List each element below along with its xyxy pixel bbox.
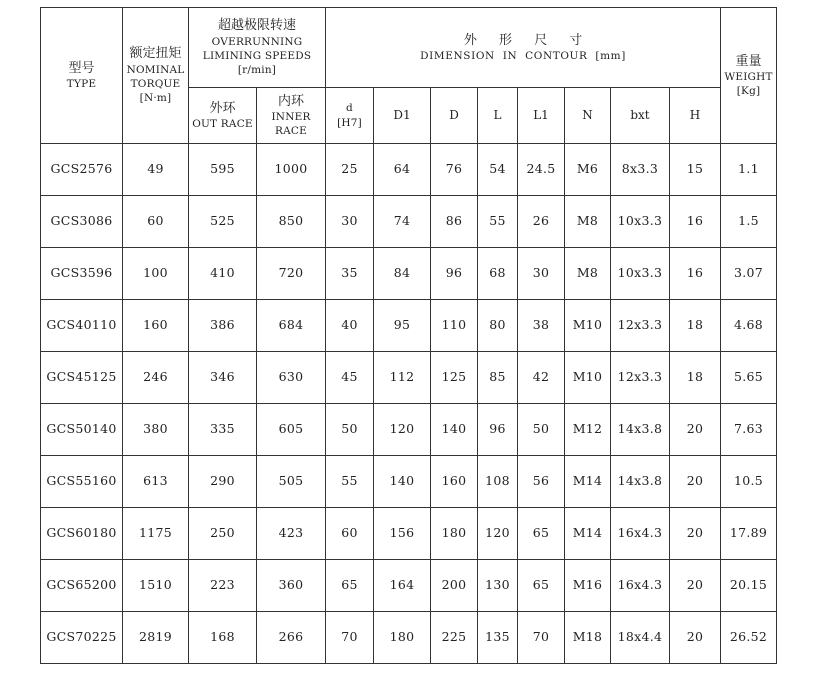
- cell-H: 15: [670, 144, 721, 196]
- cell-d: 60: [326, 508, 374, 560]
- cell-D: 76: [431, 144, 478, 196]
- cell-torque: 380: [123, 404, 189, 456]
- cell-L1: 26: [518, 196, 565, 248]
- cell-outer-race: 525: [189, 196, 257, 248]
- cell-L1: 38: [518, 300, 565, 352]
- spec-table: [40, 7, 777, 664]
- header-dim-L: L: [478, 88, 518, 144]
- cell-L1: 50: [518, 404, 565, 456]
- cell-torque: 2819: [123, 612, 189, 664]
- cell-type: GCS3596: [41, 248, 123, 300]
- cell-H: 18: [670, 300, 721, 352]
- cell-L1: 42: [518, 352, 565, 404]
- cell-N: M10: [565, 352, 611, 404]
- cell-inner-race: 630: [257, 352, 326, 404]
- cell-inner-race: 266: [257, 612, 326, 664]
- cell-bxt: 18x4.4: [611, 612, 670, 664]
- cell-bxt: 10x3.3: [611, 196, 670, 248]
- header-speed-en2: LIMINING SPEEDS: [202, 50, 312, 63]
- cell-weight: 26.52: [721, 612, 777, 664]
- header-dimension-zh: 外 形 尺 寸: [463, 32, 583, 48]
- cell-D: 110: [431, 300, 478, 352]
- cell-d: 50: [326, 404, 374, 456]
- cell-D1: 164: [374, 560, 431, 612]
- cell-L: 54: [478, 144, 518, 196]
- cell-N: M10: [565, 300, 611, 352]
- cell-bxt: 16x4.3: [611, 560, 670, 612]
- cell-torque: 100: [123, 248, 189, 300]
- header-torque-en1: NOMINAL: [126, 64, 185, 77]
- cell-d: 55: [326, 456, 374, 508]
- cell-outer-race: 168: [189, 612, 257, 664]
- cell-outer-race: 335: [189, 404, 257, 456]
- cell-D1: 64: [374, 144, 431, 196]
- table-row: [41, 560, 777, 612]
- table-row: [41, 144, 777, 196]
- cell-L1: 30: [518, 248, 565, 300]
- cell-L1: 56: [518, 456, 565, 508]
- cell-H: 20: [670, 404, 721, 456]
- cell-weight: 4.68: [721, 300, 777, 352]
- cell-D: 225: [431, 612, 478, 664]
- cell-outer-race: 410: [189, 248, 257, 300]
- cell-D1: 140: [374, 456, 431, 508]
- table-row: [41, 196, 777, 248]
- cell-torque: 60: [123, 196, 189, 248]
- cell-N: M14: [565, 456, 611, 508]
- cell-inner-race: 1000: [257, 144, 326, 196]
- header-type-zh: 型号: [68, 60, 95, 76]
- cell-d: 40: [326, 300, 374, 352]
- table-row: [41, 508, 777, 560]
- cell-torque: 1510: [123, 560, 189, 612]
- cell-H: 20: [670, 560, 721, 612]
- cell-D: 125: [431, 352, 478, 404]
- cell-inner-race: 850: [257, 196, 326, 248]
- cell-inner-race: 720: [257, 248, 326, 300]
- cell-L: 120: [478, 508, 518, 560]
- header-type: [41, 8, 123, 144]
- cell-bxt: 12x3.3: [611, 300, 670, 352]
- header-speed-en1: OVERRUNNING: [211, 36, 303, 49]
- header-dimension: [326, 8, 721, 88]
- header-dim-d-tolerance: [H7]: [337, 116, 362, 129]
- cell-outer-race: 346: [189, 352, 257, 404]
- cell-L: 108: [478, 456, 518, 508]
- header-weight-zh: 重量: [735, 53, 762, 69]
- cell-N: M16: [565, 560, 611, 612]
- cell-d: 35: [326, 248, 374, 300]
- cell-d: 30: [326, 196, 374, 248]
- cell-type: GCS55160: [41, 456, 123, 508]
- table-row: [41, 612, 777, 664]
- cell-bxt: 8x3.3: [611, 144, 670, 196]
- cell-outer-race: 595: [189, 144, 257, 196]
- cell-type: GCS60180: [41, 508, 123, 560]
- cell-torque: 246: [123, 352, 189, 404]
- cell-H: 16: [670, 196, 721, 248]
- cell-bxt: 12x3.3: [611, 352, 670, 404]
- header-outer-race-en: OUT RACE: [192, 118, 253, 131]
- header-torque-unit: [N·m]: [139, 92, 172, 105]
- cell-D: 96: [431, 248, 478, 300]
- header-inner-race-zh: 内环: [277, 93, 304, 109]
- cell-d: 25: [326, 144, 374, 196]
- cell-torque: 613: [123, 456, 189, 508]
- cell-torque: 1175: [123, 508, 189, 560]
- cell-L1: 65: [518, 560, 565, 612]
- cell-type: GCS40110: [41, 300, 123, 352]
- header-dim-d: [326, 88, 374, 144]
- cell-N: M14: [565, 508, 611, 560]
- cell-D1: 120: [374, 404, 431, 456]
- cell-bxt: 10x3.3: [611, 248, 670, 300]
- header-outer-race: [189, 88, 257, 144]
- table-row: [41, 404, 777, 456]
- cell-bxt: 14x3.8: [611, 456, 670, 508]
- cell-D1: 112: [374, 352, 431, 404]
- cell-H: 20: [670, 508, 721, 560]
- table-row: [41, 352, 777, 404]
- cell-D: 160: [431, 456, 478, 508]
- header-type-en: TYPE: [66, 78, 97, 91]
- cell-L: 130: [478, 560, 518, 612]
- cell-L: 55: [478, 196, 518, 248]
- cell-inner-race: 505: [257, 456, 326, 508]
- header-dimension-en: DIMENSION IN CONTOUR [mm]: [420, 50, 626, 63]
- cell-N: M8: [565, 196, 611, 248]
- cell-D1: 95: [374, 300, 431, 352]
- cell-D1: 74: [374, 196, 431, 248]
- cell-weight: 17.89: [721, 508, 777, 560]
- cell-bxt: 16x4.3: [611, 508, 670, 560]
- cell-N: M18: [565, 612, 611, 664]
- header-dim-H: H: [670, 88, 721, 144]
- header-speed: [189, 8, 326, 88]
- cell-weight: 7.63: [721, 404, 777, 456]
- cell-H: 20: [670, 612, 721, 664]
- cell-weight: 1.1: [721, 144, 777, 196]
- cell-L: 96: [478, 404, 518, 456]
- table-row: [41, 300, 777, 352]
- header-inner-race: [257, 88, 326, 144]
- cell-D1: 180: [374, 612, 431, 664]
- header-inner-race-en: INNER RACE: [271, 111, 311, 138]
- cell-L: 135: [478, 612, 518, 664]
- cell-torque: 49: [123, 144, 189, 196]
- cell-weight: 20.15: [721, 560, 777, 612]
- cell-inner-race: 605: [257, 404, 326, 456]
- cell-d: 65: [326, 560, 374, 612]
- cell-inner-race: 360: [257, 560, 326, 612]
- cell-type: GCS65200: [41, 560, 123, 612]
- header-dim-d-label: d: [346, 102, 353, 115]
- cell-H: 18: [670, 352, 721, 404]
- cell-d: 45: [326, 352, 374, 404]
- header-torque-zh: 额定扭矩: [129, 46, 182, 62]
- header-outer-race-zh: 外环: [209, 100, 236, 116]
- header-speed-unit: [r/min]: [237, 64, 277, 77]
- cell-outer-race: 223: [189, 560, 257, 612]
- cell-D: 140: [431, 404, 478, 456]
- header-dim-bxt: bxt: [611, 88, 670, 144]
- cell-H: 20: [670, 456, 721, 508]
- cell-outer-race: 386: [189, 300, 257, 352]
- cell-torque: 160: [123, 300, 189, 352]
- table-row: [41, 456, 777, 508]
- cell-D: 86: [431, 196, 478, 248]
- cell-inner-race: 423: [257, 508, 326, 560]
- cell-L1: 24.5: [518, 144, 565, 196]
- cell-type: GCS2576: [41, 144, 123, 196]
- cell-outer-race: 250: [189, 508, 257, 560]
- cell-d: 70: [326, 612, 374, 664]
- cell-weight: 5.65: [721, 352, 777, 404]
- cell-type: GCS50140: [41, 404, 123, 456]
- cell-D: 180: [431, 508, 478, 560]
- cell-L1: 70: [518, 612, 565, 664]
- cell-L: 85: [478, 352, 518, 404]
- header-weight: [721, 8, 777, 144]
- header-dim-N: N: [565, 88, 611, 144]
- cell-weight: 10.5: [721, 456, 777, 508]
- table-row: [41, 248, 777, 300]
- header-dim-L1: L1: [518, 88, 565, 144]
- cell-D: 200: [431, 560, 478, 612]
- cell-L: 68: [478, 248, 518, 300]
- cell-inner-race: 684: [257, 300, 326, 352]
- cell-type: GCS45125: [41, 352, 123, 404]
- cell-outer-race: 290: [189, 456, 257, 508]
- cell-N: M12: [565, 404, 611, 456]
- header-torque: [123, 8, 189, 144]
- cell-L1: 65: [518, 508, 565, 560]
- cell-D1: 156: [374, 508, 431, 560]
- header-torque-en2: TORQUE: [130, 78, 181, 91]
- cell-weight: 1.5: [721, 196, 777, 248]
- cell-N: M6: [565, 144, 611, 196]
- cell-H: 16: [670, 248, 721, 300]
- cell-type: GCS3086: [41, 196, 123, 248]
- cell-weight: 3.07: [721, 248, 777, 300]
- header-speed-zh: 超越极限转速: [217, 18, 296, 34]
- header-dim-D: D: [431, 88, 478, 144]
- cell-bxt: 14x3.8: [611, 404, 670, 456]
- cell-N: M8: [565, 248, 611, 300]
- cell-type: GCS70225: [41, 612, 123, 664]
- header-dim-D1: D1: [374, 88, 431, 144]
- cell-L: 80: [478, 300, 518, 352]
- header-weight-en: WEIGHT: [724, 71, 773, 84]
- cell-D1: 84: [374, 248, 431, 300]
- header-weight-unit: [Kg]: [736, 85, 761, 98]
